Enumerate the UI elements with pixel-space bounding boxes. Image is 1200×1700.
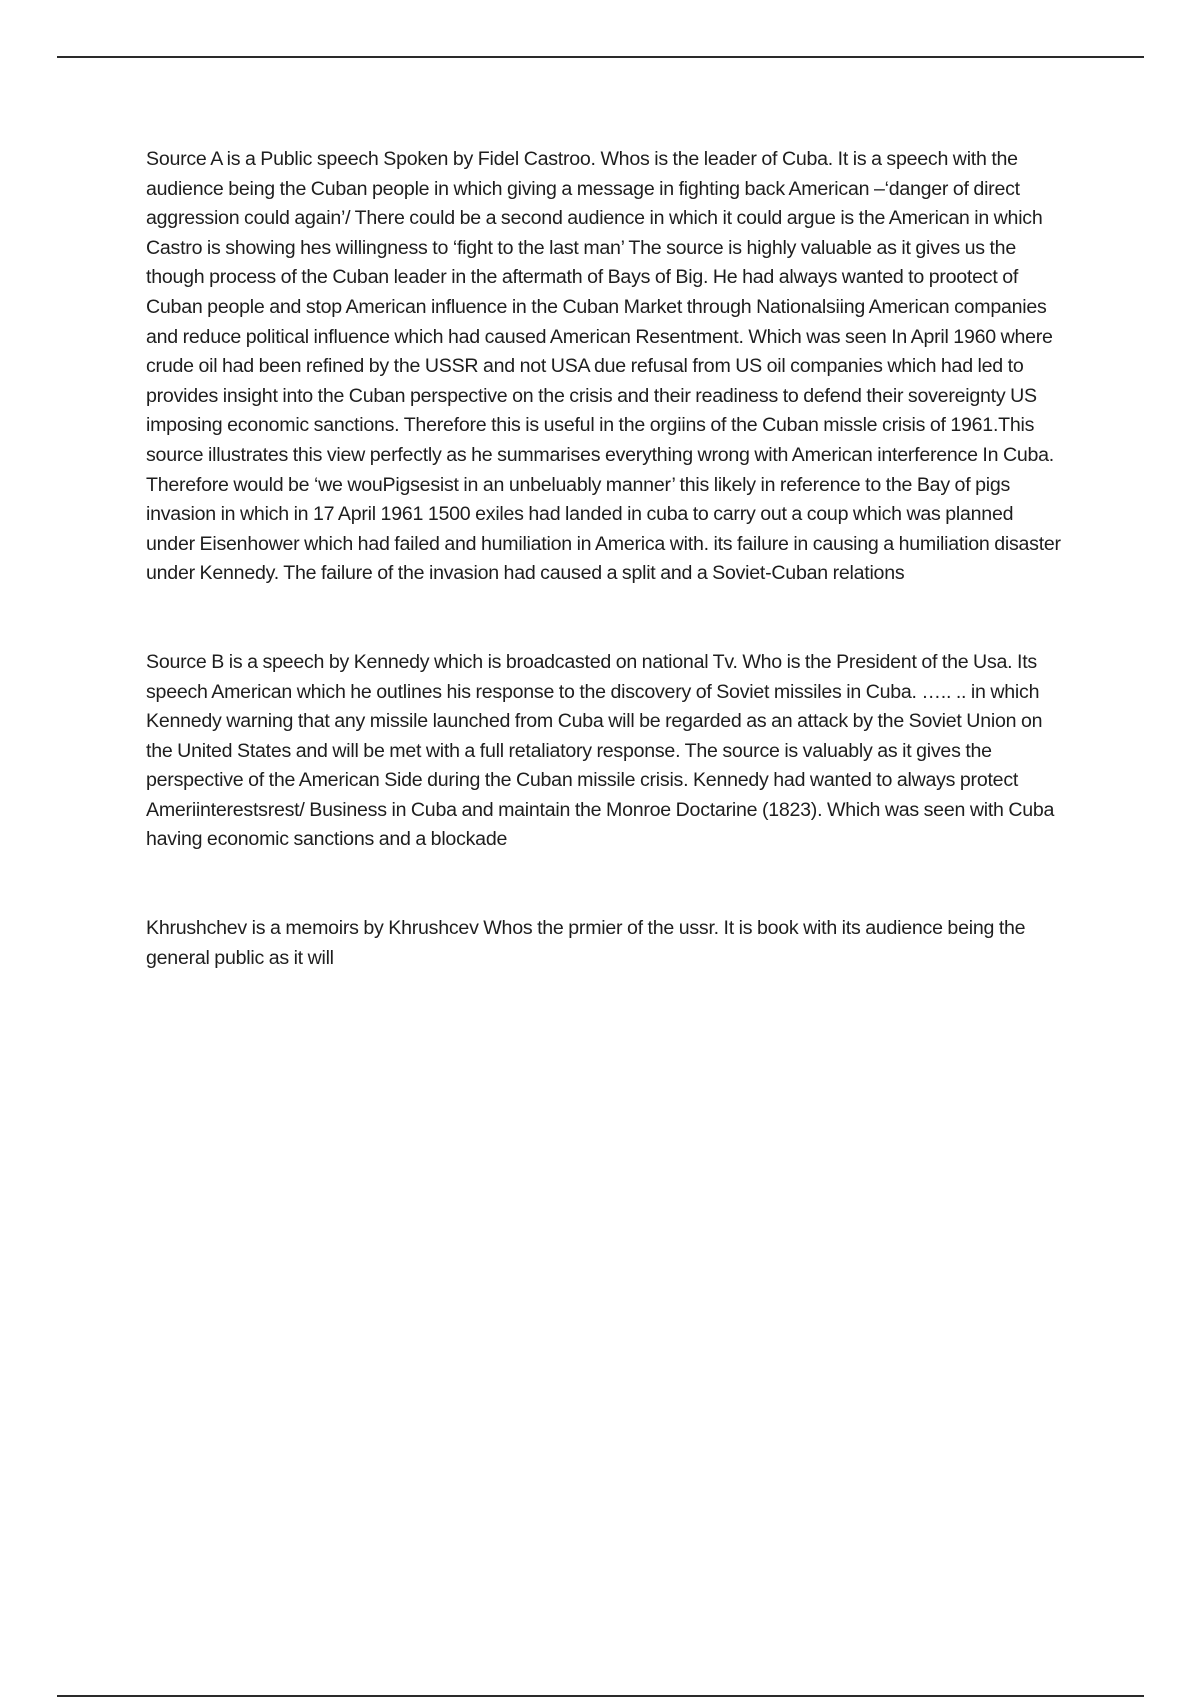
top-rule: [57, 56, 1144, 58]
paragraph-source-a: Source A is a Public speech Spoken by Fidel Castroo. Whos is the leader of Cuba. It is a speech with the audience being the Cuban people in which giving a message in fighting back American –‘danger of direct aggression could again’/ There could be a second audience in which it could argue is the American in which Castro is showing hes willingness to ‘fight to the last man’ The source is highly valuable as it gives us the though process of the Cuban leader in the aftermath of Bays of Big. He had always wanted to prootect of Cuban people and stop American influence in the Cuban Market through Nationalsiing American companies and reduce political influence which had caused American Resentment. Which was seen In April 1960 where crude oil had been refined by the USSR and not USA due refusal from US oil companies which had led to provides insight into the Cuban perspective on the crisis and their readiness to defend their sovereignty US imposing economic sanctions. Therefore this is useful in the orgiins of the Cuban missle crisis of 1961.This source illustrates this view perfectly as he summarises everything wrong with American interference In Cuba. Therefore would be ‘we wouPigsesist in an unbeluably manner’ this likely in reference to the Bay of pigs invasion in which in 17 April 1961 1500 exiles had landed in cuba to carry out a coup which was planned under Eisenhower which had failed and humiliation in America with. its failure in causing a humiliation disaster under Kennedy. The failure of the invasion had caused a split and a Soviet-Cuban relations: [146, 148, 1061, 585]
bottom-rule: [57, 1695, 1144, 1697]
document-body: [146, 145, 1066, 973]
paragraph-source-b: Source B is a speech by Kennedy which is broadcasted on national Tv. Who is the President of the Usa. Its speech American which he outlines his response to the discovery of Soviet missiles in Cuba. ….. .. in which Kennedy warning that any missile launched from Cuba will be regarded as an attack by the Soviet Union on the United States and will be met with a full retaliatory response. The source is valuably as it gives the perspective of the American Side during the Cuban missile crisis. Kennedy had wanted to always protect Ameriinterestsrest/ Business in Cuba and maintain the Monroe Doctarine (1823). Which was seen with Cuba having economic sanctions and a blockade: [146, 650, 1055, 851]
paragraph-khrushchev: Khrushchev is a memoirs by Khrushcev Whos the prmier of the ussr. It is book with its audience being the general public as it will: [146, 917, 1026, 969]
